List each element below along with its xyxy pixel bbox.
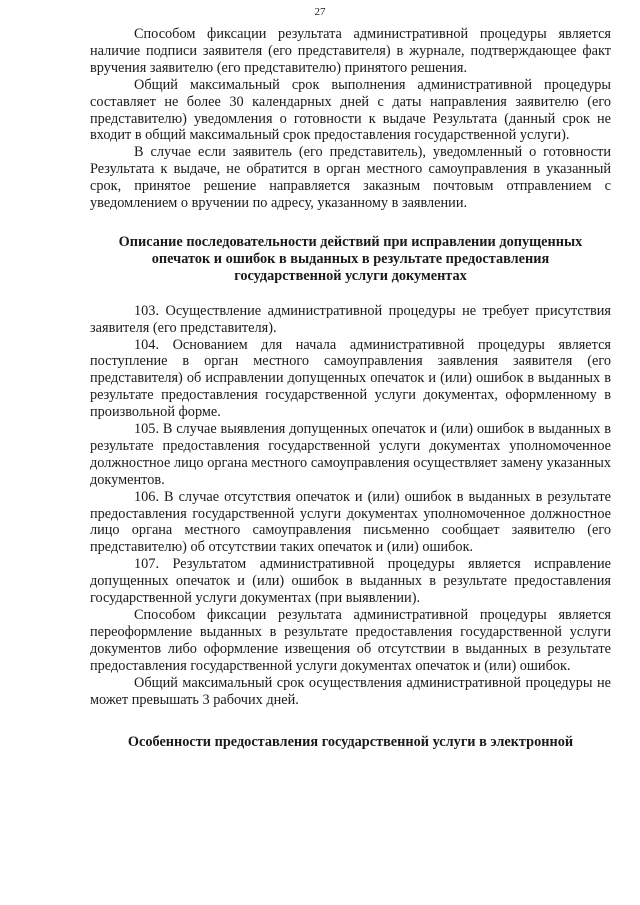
- paragraph-103: 103. Осуществление административной процедуры не требует присутствия заявителя (его представителя).: [90, 302, 611, 336]
- paragraph-correction-fixation: Способом фиксации результата административной процедуры является переоформление выданных в результате предоставления государственной услуги документов либо оформление извещения об отсутствии в выданных в результате предоставления государственной услуги документах опечаток и (или) ошибок.: [90, 607, 611, 674]
- section-heading-electronic: Особенности предоставления государственной услуги в электронной: [127, 734, 574, 751]
- paragraph-max-term: Общий максимальный срок выполнения административной процедуры составляет не более 30 календарных дней с даты направления заявителю (его представителю) уведомления о готовности к выдаче Результата (данный срок не входит в общий максимальный срок предоставления государственной услуги).: [90, 76, 611, 144]
- section-heading-corrections: Описание последовательности действий при исправлении допущенных опечаток и ошибок в выданных в результате предоставления государственной услуги документах: [118, 233, 583, 284]
- document-body: [90, 26, 611, 769]
- paragraph-105: 105. В случае выявления допущенных опечаток и (или) ошибок в выданных в результате предоставления государственной услуги документах уполномоченное должностное лицо органа местного самоуправления осуществляет замену указанных документов.: [90, 421, 611, 488]
- paragraph-107: 107. Результатом административной процедуры является исправление допущенных опечаток и (или) ошибок в выданных в результате предоставления государственной услуги документах (при выявлении).: [90, 556, 611, 607]
- paragraph-106: 106. В случае отсутствия опечаток и (или) ошибок в выданных в результате предоставления государственной услуги документах уполномоченное должностное лицо органа местного самоуправления письменно сообщает заявителю (его представителю) об отсутствии таких опечаток и (или) ошибок.: [90, 488, 611, 556]
- paragraph-104: 104. Основанием для начала административной процедуры является поступление в орган местного самоуправления заявления заявителя (его представителя) об исправлении допущенных опечаток и (или) ошибок в выданных в результате предоставления государственной услуги документах, оформленному в произвольной форме.: [90, 336, 611, 421]
- paragraph-fixation-method: Способом фиксации результата административной процедуры является наличие подписи заявителя (его представителя) в журнале, подтверждающее факт вручения заявителю (его представителю) принятого решения.: [90, 26, 611, 76]
- paragraph-mail-sending: В случае если заявитель (его представитель), уведомленный о готовности Результата к выдаче, не обратится в орган местного самоуправления в указанный срок, принятое решение направляется заказным почтовым отправлением с уведомлением о вручении по адресу, указанному в заявлении.: [90, 144, 611, 212]
- paragraph-correction-term: Общий максимальный срок осуществления административной процедуры не может превышать 3 рабочих дней.: [90, 674, 611, 708]
- page-number: 27: [314, 6, 326, 18]
